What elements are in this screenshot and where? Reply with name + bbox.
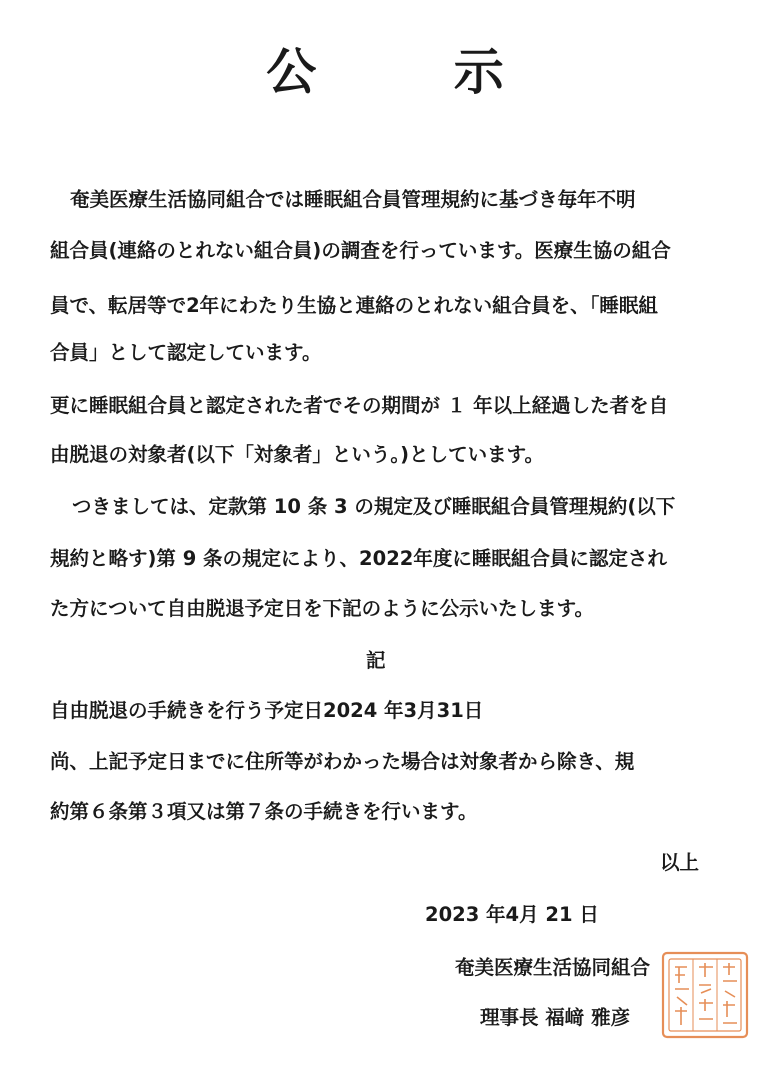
paragraph-1-line-4: 合員」として認定しています。 [50, 341, 322, 364]
ki-heading: 記 [366, 649, 386, 672]
schedule-line: 自由脱退の手続きを行う予定日2024 年3月31日 [50, 699, 484, 722]
paragraph-1-line-2: 組合員(連絡のとれない組合員)の調査を行っています。医療生協の組合 [50, 239, 671, 262]
organization-name: 奄美医療生活協同組合 [455, 956, 651, 979]
paragraph-3-line-1: つきましては、定款第 10 条 3 の規定及び睡眠組合員管理規約(以下 [72, 495, 676, 518]
paragraph-1-line-3: 員で、転居等で2年にわたり生協と連絡のとれない組合員を、「睡眠組 [50, 294, 658, 317]
ijo-closing: 以上 [660, 851, 700, 874]
page-title: 公 示 [266, 43, 564, 101]
note-line-2: 約第６条第３項又は第７条の手続きを行います。 [50, 800, 478, 823]
paragraph-3-line-2: 規約と略す)第 9 条の規定により、2022年度に睡眠組合員に認定され [50, 547, 667, 570]
paragraph-2-line-2: 由脱退の対象者(以下「対象者」という。)としています。 [50, 443, 545, 466]
note-line-1: 尚、上記予定日までに住所等がわかった場合は対象者から除き、規 [50, 750, 635, 773]
paragraph-3-line-3: た方について自由脱退予定日を下記のように公示いたします。 [50, 597, 595, 620]
signatory-name: 理事長 福﨑 雅彦 [480, 1006, 631, 1029]
issue-date: 2023 年4月 21 日 [425, 903, 599, 926]
paragraph-2-line-1: 更に睡眠組合員と認定された者でその期間が １ 年以上経過した者を自 [50, 394, 669, 417]
official-seal-stamp [655, 945, 755, 1045]
paragraph-1-line-1: 奄美医療生活協同組合では睡眠組合員管理規約に基づき毎年不明 [70, 188, 636, 211]
